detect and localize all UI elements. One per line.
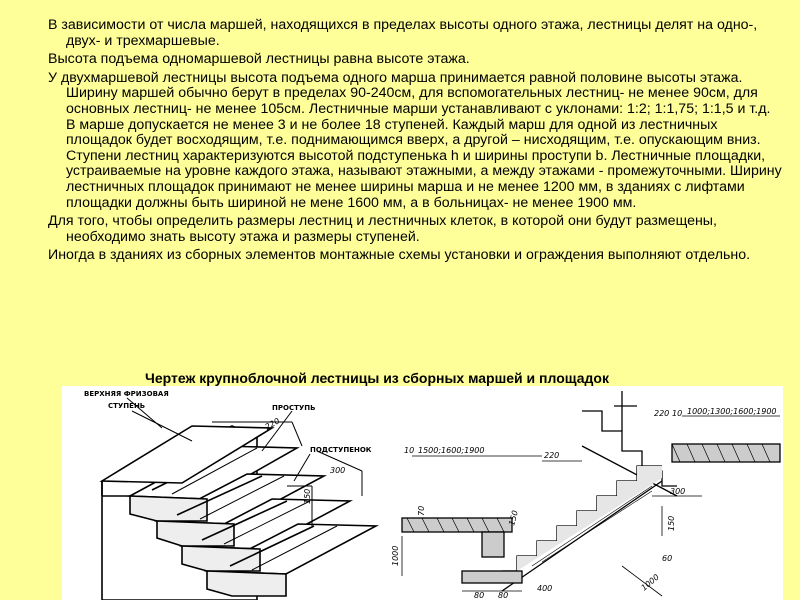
label-top-frieze-step: ВЕРХНЯЯ ФРИЗОВАЯ xyxy=(84,390,169,398)
dim-1000-a: 1000 xyxy=(391,545,400,566)
paragraph-single-flight: Высота подъема одномаршевой лестницы равна высоте этажа. xyxy=(48,51,470,68)
dim-220-mid: 220 xyxy=(544,451,560,460)
paragraph-assembly-schemes: Иногда в зданиях из сборных элементов монтажные схемы установки и ограждения выполняют отдельно. xyxy=(48,247,751,264)
section-drawing xyxy=(402,391,780,596)
dim-300-left: 300 xyxy=(330,466,346,475)
dim-220-left: 220 xyxy=(263,416,282,432)
dim-300-right: 300 xyxy=(670,487,686,496)
dim-150-right: 150 xyxy=(667,515,676,531)
dim-150-mid: 150 xyxy=(507,509,520,527)
perspective-stair xyxy=(102,398,376,600)
paragraph-stairwell-size: Для того, чтобы определить размеры лестниц и лестничных клеток, в которой они будут размещены, необходимо знать высоту этажа и размеры ступеней. xyxy=(48,213,717,245)
dim-60: 60 xyxy=(662,554,673,563)
paragraph-stairs-types: В зависимости от числа маршей, находящихся в пределах высоты одного этажа, лестницы делят на одно-, двух- и трехмаршевые. xyxy=(48,17,758,49)
dim-150-left: 150 xyxy=(303,488,312,504)
dim-80-b: 80 xyxy=(498,591,509,600)
dim-widths-mid: 1500;1600;1900 xyxy=(418,446,485,455)
dim-220-right: 220 xyxy=(654,409,670,418)
stair-drawing xyxy=(62,386,783,600)
dim-80-a: 80 xyxy=(474,591,485,600)
dim-1000-b: 1000 xyxy=(639,572,661,593)
paragraph-double-flight: У двухмаршевой лестницы высота подъема одного марша принимается равной половине высоты этажа. Ширину маршей обычно берут в пределах 90-240см, для вспомогательных лестниц- не менее 90см, для основных лестниц- не менее 105см. Лестничные марши устанавливают с уклонами: 1:2; 1:1,75; 1:1,5 и т.д. В марше допускается не менее 3 и не более 18 ступеней. Каждый марш для одной из лестничных площадок будет восходящим, т.е. поднимающимся вверх, а другой – нисходящим, т.е. опускающим вниз. Ступени лестниц характеризуются высотой подступенька h и ширины проступи b. Лестничные площадки, устраиваемые на уровне каждого этажа, называют этажными, а между этажами - промежуточными. Ширину лестничных площадок принимают не менее ширины марша и не менее 1200 мм, в зданиях с лифтами площадки должны быть шириной не мене 1600 мм, а в больницах- не менее 1900 мм. xyxy=(48,69,782,211)
text-block xyxy=(48,18,783,267)
figure-caption: Чертеж крупноблочной лестницы из сборных маршей и площадок xyxy=(145,370,609,386)
label-step: СТУПЕНЬ xyxy=(108,402,146,410)
label-riser: ПОДСТУПЕНОК xyxy=(310,446,372,454)
dim-10-right: 10 xyxy=(672,409,683,418)
dim-10-mid: 10 xyxy=(404,446,415,455)
label-tread: ПРОСТУПЬ xyxy=(272,404,316,412)
dim-70: 70 xyxy=(417,505,426,516)
dim-400: 400 xyxy=(537,584,553,593)
dim-widths-top: 1000;1300;1600;1900 xyxy=(687,407,777,416)
